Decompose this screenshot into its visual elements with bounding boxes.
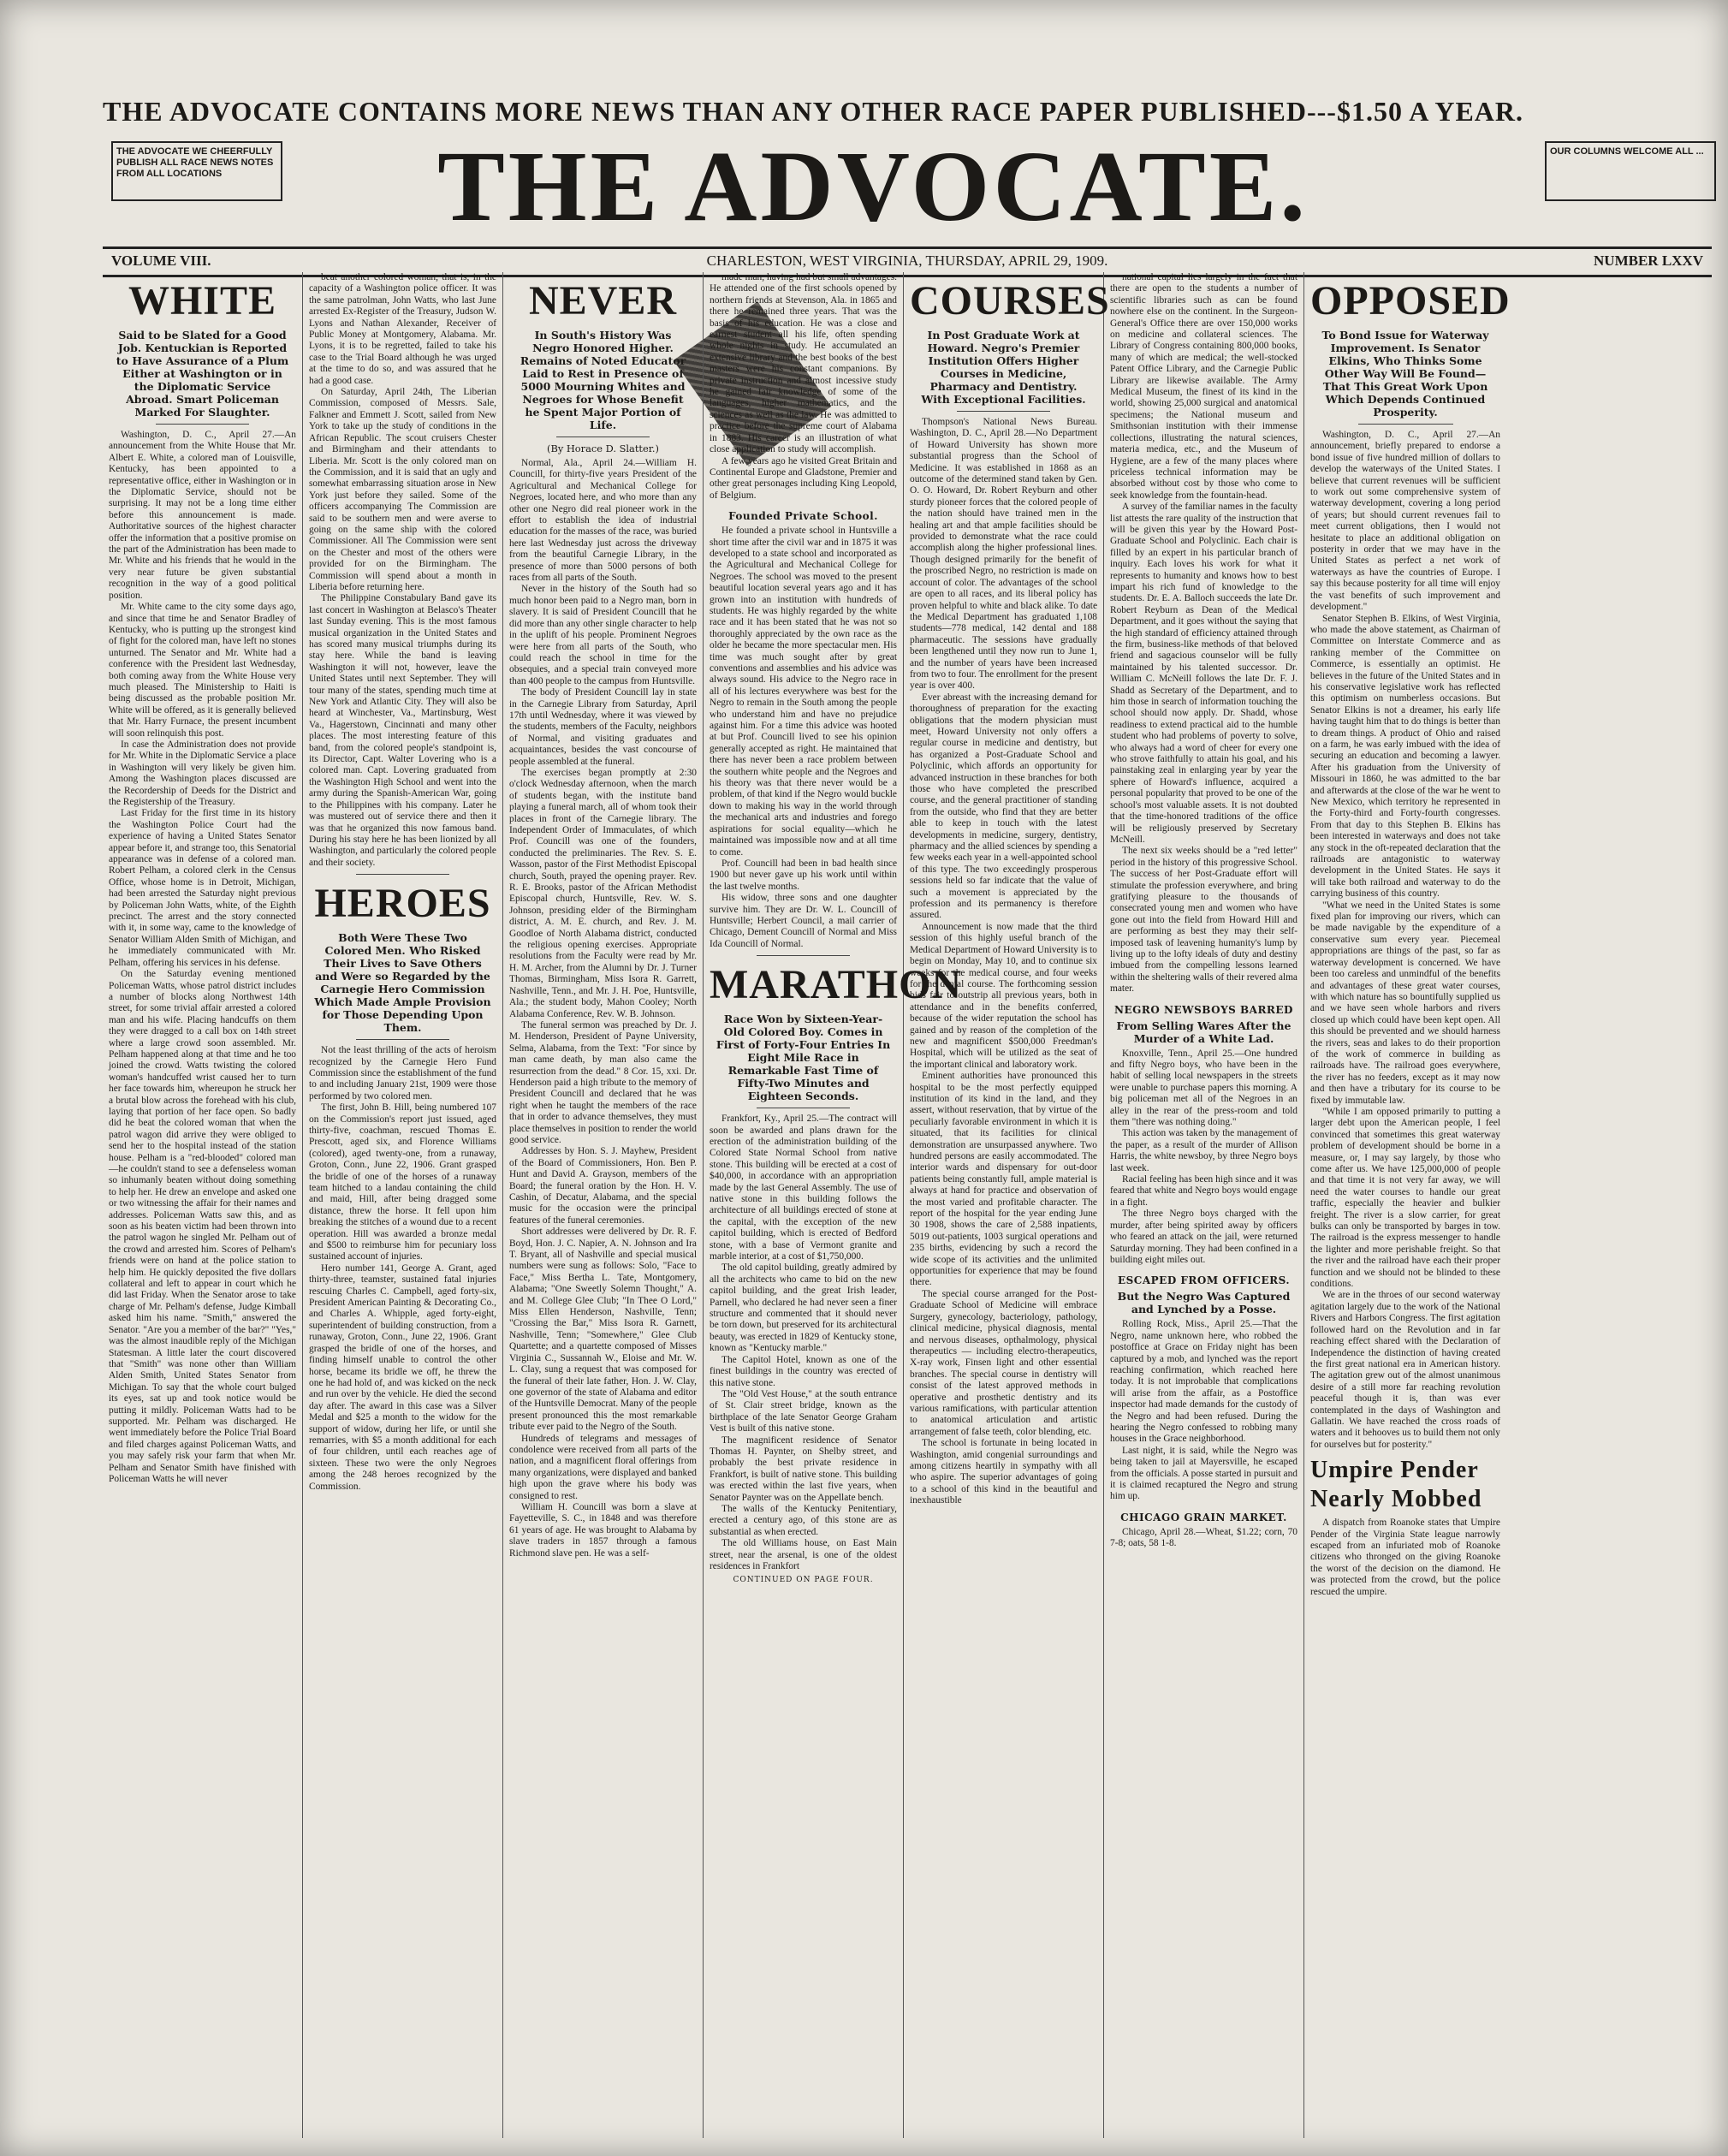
headline-white: WHITE — [128, 278, 277, 324]
paragraph: This action was taken by the management of the paper, as a result of the murder of Allison Harris, the white newsboy, by three Negro boys last week. — [1110, 1128, 1297, 1173]
column-4 — [704, 272, 963, 2138]
divider — [356, 1039, 450, 1040]
section-subhead: Founded Private School. — [728, 510, 878, 523]
byline: (By Horace D. Slatter.) — [547, 442, 659, 454]
subhead: But the Negro Was Captured and Lynched by a Posse. — [1117, 1290, 1291, 1316]
paragraph: "What we need in the United States is some fixed plan for improving our rivers, which can be made navigable by the expenditure of a conservative sum every year. Piecemeal appropriations are things of the past, so far as waterway development is concerned. We have been too careless and unmindful of the benefits and advantages of these great water courses, with which nature has so bountifully supplied us and we have seen whole harbors and rivers closed up which could have been kept open. All this should be prevented and we should harness the rivers, seas and lakes to do their proportion of the work of commerce in building as railroads have. The railroad goes everywhere, the river has no feeders, except as it may now and then have a tributary for its course to be fixed by immutable law. — [1310, 900, 1500, 1106]
paragraph: Hundreds of telegrams and messages of condolence were received from all parts of the nation, and a magnificent floral offerings from many organizations, were displayed and banked high upon the grave where his body was consigned to rest. — [509, 1433, 697, 1501]
divider — [156, 424, 250, 425]
paragraph: A dispatch from Roanoke states that Umpire Pender of the Virginia State league narrowly escaped from an infuriated mob of Roanoke citizens who thronged on the giving Roanoke the worst of the decision on the diamond. He was protected from the crowd, but the police rescued the umpire. — [1310, 1518, 1500, 1597]
column-2 — [303, 272, 503, 2138]
paragraph: Last Friday for the first time in its history the Washington Police Court had the experience of having a United States Senator appear before it, and strange too, this Senatorial appearance was in defense of a colored man. Robert Pelham, a colored clerk in the Census Office, whose home is in Detroit, Michigan, had been arrested the Saturday night previous by Policeman John Watts, white, of the Eighth precinct. The arrest and the story connected with it, in some way, came to the knowledge of Senator William Alden Smith of Michigan, and he immediately communicated with Mr. Pelham, offering his services in his defense. — [109, 808, 296, 968]
paragraph: Chicago, April 28.—Wheat, $1.22; corn, 70 7-8; oats, 58 1-8. — [1110, 1526, 1297, 1549]
paragraph: Washington, D. C., April 27.—An announcement, briefly prepared to endorse a bond issue of five hundred million of dollars to develop the waterways of the United States. I believe that current revenues will be sufficient to work out some comprehensive system of waterway development, covering a long period of years; but should current revenues fail to meet current obligations, then I would not hesitate to place an additional obligation on posterity in order that we may have in the United States as perfect a net work of waterways as have the countries of Europe. I say this because posterity for all time will enjoy the vast benefits of such improvement and development." — [1310, 430, 1500, 613]
section-subhead: NEGRO NEWSBOYS BARRED — [1114, 1003, 1293, 1016]
paragraph: Thompson's National News Bureau. Washington, D. C., April 28.—No Department of Howard University has shown more substantial progress than the School of Medicine. It was established in 1868 as an outcome of the determined stand taken by Gen. O. O. Howard, Dr. Robert Reyburn and other sturdy pioneer forces that the colored people of the nation should have trained men in the healing art and that ample facilities should be provided to demonstrate what the race could accomplish along the higher professional lines. Though designed primarily for the benefit of the proscribed Negro, no restriction is made on account of color. The advantages of the school are open to all races, and its liberal policy has proven helpful to white and black alike. To date the Medical Department has graduated 1,108 students—778 medical, 142 dental and 188 pharmaceutic. The sessions have gradually been lengthened until they now run to June 1, and the number of years have been increased from two to four. The enrollment for the present year is over 400. — [910, 417, 1098, 692]
paragraph: Prof. Councill had been in bad health since 1900 but never gave up his work until within the last twelve months. — [710, 858, 897, 892]
paragraph: Ever abreast with the increasing demand for thoroughness of preparation for the exacting obligations that the modern physician must meet, Howard University not only offers a regular course in medicine and dentistry, but has organized a Post-Graduate School and Polyclinic, which affords an opportunity for advanced instruction in these branches for both those who have completed the prescribed course, and the general practitioner of standing from the outside, who find that they are better able to keep in touch with the latest developments in medicine, surgery, dentistry, pharmacy and the allied sciences by spending a few weeks each year in a well-appointed school of this type. The two exceedingly prosperous sessions held so far indicate that the value of such a movement is appreciated by the profession and its permanency is therefore assured. — [910, 692, 1097, 921]
headline-opposed: OPPOSED — [1310, 278, 1511, 324]
ear-right: OUR COLUMNS WELCOME ALL ... — [1545, 141, 1716, 201]
paragraph: Last night, it is said, while the Negro was being taken to jail at Mayersville, he escaped from the officials. A posse started in pursuit and it is claimed recaptured the Negro and strung him up. — [1110, 1445, 1297, 1502]
article-body — [1110, 1319, 1297, 1503]
paragraph: The special course arranged for the Post-Graduate School of Medicine will embrace Surgery, gynecology, bacteriology, pathology, clinical medicine, physical diagnosis, mental and nervous diseases, opthalmology, physical therapeutics — including electro-therapeutics, X-ray work, Finsen light and other essential branches. The special course in dentistry will consist of the latest approved methods in operative and prosthetic dentistry and its various ramifications, with particular attention to anatomical articulation and artistic arrangement of false teeth, color blending, etc. — [910, 1288, 1097, 1437]
headline-marathon: MARATHON — [710, 962, 963, 1008]
issue-number: NUMBER LXXV — [1594, 252, 1703, 269]
paragraph: In case the Administration does not provide for Mr. White in the Diplomatic Service a place in Washington will very likely be given him. Among the Washington places discussed are the Recordership of Deeds for the District and the Registership of the Treasury. — [109, 739, 296, 807]
article-body — [710, 272, 897, 502]
divider — [757, 955, 851, 956]
paragraph: The three Negro boys charged with the murder, after being spirited away by officers who feared an attack on the jail, were returned Saturday morning. They had been confined in a building eight miles out. — [1110, 1209, 1297, 1265]
paragraph: Addresses by Hon. S. J. Mayhew, President of the Board of Commissioners, Hon. Ben P. Hunt and David A. Grayson, members of the Board; the funeral oration by the Hon. H. V. Cashin, of Decatur, Alabama, and the special music for the occasion were the principal features of the funeral ceremonies. — [509, 1146, 697, 1226]
paragraph: The school is fortunate in being located in Washington, amid congenial surroundings and among citizens heartily in sympathy with all who aspire. The superior advantages of going to a school of this kind in the beautiful and inexhaustible — [910, 1438, 1097, 1506]
section-subhead: CHICAGO GRAIN MARKET. — [1120, 1511, 1287, 1523]
column-5 — [904, 272, 1110, 2138]
paragraph: The "Old Vest House," at the south entrance of St. Clair street bridge, known as the birthplace of the late Senator George Graham Vest is built of this native stone. — [710, 1388, 897, 1434]
subhead: Race Won by Sixteen-Year-Old Colored Boy. Comes in First of Forty-Four Entries In Eight Mile Race in Remarkable Fast Time of Fifty-Two Minutes and Eighteen Seconds. — [716, 1013, 891, 1103]
article-body — [1110, 1527, 1297, 1550]
volume: VOLUME VIII. — [111, 252, 211, 269]
article-body — [710, 1114, 897, 1572]
paragraph: William H. Councill was born a slave at Fayetteville, S. C., in 1848 and was therefore 61 years of age. He was brought to Alabama by slave traders in 1857 through a famous Richmond slave pen. He was a self- — [509, 1501, 697, 1559]
article-body — [1110, 272, 1297, 995]
paragraph: We are in the throes of our second waterway agitation largely due to the work of the National Rivers and Harbors Congress. The first agitation followed hard on the Revolution and in far reaching effect shared with the Declaration of Independence the distinction of having created the first great national era in American history. The agitation grew out of the almost unanimous desire of a still more far reaching revolution peaceful though it is, than was ever contemplated in the days of Washington and Gallatin. We have reached the cross roads of waters and it behooves us to build them not only for ourselves but for posterity." — [1310, 1290, 1500, 1450]
paragraph: Announcement is now made that the third session of this highly useful branch of the Medical Department of Howard University is to begin on Monday, May 10, and to continue six weeks for the medical course, and four weeks for the dental course. The forthcoming session bids fair to outstrip all previous years, both in attendance and in the benefits conferred, because of the wider reputation the school has gained and by reason of the completion of the new and magnificent $500,000 Freedman's Hospital, which will be utilized as the seat of the important clinical and laboratory work. — [910, 921, 1097, 1070]
paragraph: The first, John B. Hill, being numbered 107 on the Commission's report just issued, aged thirty-five, coachman, rescued Thomas E. Prescott, aged six, and Florence Williams (colored), aged twenty-one, from a runaway, Groton, Conn., June 22, 1906. Grant grasped the bridle of one of the horses of a runaway team hitched to a landau containing the child and maid, Hill, after being dragged some distance, threw the horse. It fell upon him breaking the stitches of a wound due to a recent operation. Hill was awarded a bronze medal and $500 to reimburse him for pecuniary loss sustained account of injuries. — [309, 1102, 496, 1262]
paragraph: The exercises began promptly at 2:30 o'clock Wednesday afternoon, when the march of students began, with the institute band playing a funeral march, all of whom took their places in front of the Carnegie library. The Independent Order of Immaculates, of which Prof. Councill was one of the founders, conducted the preliminaries. The Rev. S. E. Wasson, pastor of the First Methodist Episcopal church, South, prayed the opening prayer. Rev. R. E. Brooks, pastor of the African Methodist Episcopal church, Huntsville, Rev. W. S. Johnson, presiding elder of the Birmingham district, A. M. E. church, and Rev. J. M. Goodloe of North Alabama district, conducted the religious opening exercises. Appropriate resolutions from the Faculty were read by Mr. H. M. Archer, from the Alumni by Dr. J. Turner Thomas, Birmingham, Miss Isora R. Garrett, Nashville, Tenn., and Mr. J. H. Poe, Huntsville, Ala.; the student body, Mahon Cooley; North Alabama Conference, Rev. W. B. Johnson. — [509, 767, 697, 1019]
paragraph: The walls of the Kentucky Penitentiary, erected a century ago, of this stone are as substantial as when erected. — [710, 1503, 897, 1537]
paragraph: Never in the history of the South had so much honor been paid to a Negro man, born in slavery. It is said of President Councill that he did more than any other single character to help in the uplift of his people. Prominent Negroes were here from all parts of the South, who could reach the school in time for the obsequies, and a special train conveyed more than 400 people to the campus from Huntsville. — [509, 584, 697, 686]
paragraph: beat another colored woman, that is, in the capacity of a Washington police officer. It was the same patrolman, John Watts, who last June arrested Ex-Register of the Treasury, Judson W. Lyons and Nathan Alexander, Receiver of Public Money at Montgomery, Alabama. Mr. Lyons, it is to be regretted, failed to take his case to the Trial Board although he was urged at the time to do so, and was assured that he had a good case. — [309, 272, 496, 386]
paragraph: The Philippine Constabulary Band gave its last concert in Washington at Belasco's Theater last Sunday evening. This is the most famous musical organization in the United States and has scored many musical triumphs during its stay here. While the band is leaving Washington it will not, however, leave the United States until next September. They will tour many of the states, spending much time at New York and Atlantic City. They will also be heard at Winchester, Va., Martinsburg, West Va., Hagerstown, Cincinnati and many other places. The most interesting feature of this band, from the colored people's standpoint is, its Director, Capt. Walter Lovering who is a colored man. Capt. Lovering graduated from the Washington High School and went into the army during the Spanish-American War, going to the Philippines with his company. Later he was mustered out of service there and then it was that he organized this now famous band. During his stay here he has been lionized by all Washington, and particularly the colored people and their society. — [309, 593, 496, 868]
paragraph: Eminent authorities have pronounced this hospital to be the most perfectly equipped institution of its kind in the land, and they assert, without reservation, that by virtue of the peculiarly favorable environment in which it is situated, that its facilities for clinical demonstration are unsurpassed anywhere. Two hundred persons are easily accommodated. The interior wards and dispensary for out-door patients being constantly full, ample material is always at hand for practice and observation of the most varied and profitable character. The report of the hospital for the year ending June 30 1908, shows the care of 2,588 inpatients, 5019 out-patients, 1003 surgical operations and 235 births, evidencing by such a record the wide scope of its activities and the unlimited opportunities for experience that may be found there. — [910, 1071, 1097, 1288]
divider — [1358, 424, 1453, 425]
paragraph: His widow, three sons and one daughter survive him. They are Dr. W. L. Councill of Huntsville; Herbert Council, a mail carrier of Chicago, Dement Councill of Normal and Miss Ida Councill of Normal. — [710, 893, 897, 949]
paragraph: Short addresses were delivered by Dr. R. F. Boyd, Hon. J. C. Napier, A. N. Johnson and Ira T. Bryant, all of Nashville and special musical numbers were sung as follows: Solo, "Face to Face," Miss Bertha L. Tate, Montgomery, Alabama; "One Sweetly Solemn Thought," A. and M. College Glee Club; "In Thee O Lord," Miss Ellen Henderson, Nashville, Tenn; "Crossing the Bar," Miss Isora R. Garnett, Nashville, Tenn; "Somewhere," Glee Club Quartette; and a quartette composed of Misses Virginia C., Sussannah W., Eloise and Mr. W. L. Clay, sung a request that was composed for the funeral of their late father, Hon. J. W. Clay, one governor of the state of Alabama and editor of the Huntsville Democrat. Many of the people present pronounced this the most remarkable tribute ever paid to the Negro of the South. — [509, 1226, 697, 1433]
paragraph: Not the least thrilling of the acts of heroism recognized by the Carnegie Hero Fund Commission since the establishment of the fund to and including January 21st, 1909 were those performed by two colored men. — [309, 1045, 496, 1102]
section-subhead: ESCAPED FROM OFFICERS. — [1117, 1274, 1291, 1287]
paragraph: Mr. White came to the city some days ago, and since that time he and Senator Bradley of Kentucky, who is putting up the strongest kind of fight for the colored man, have left no stones unturned. The Senator and Mr. White had a conference with the President last Wednesday, both coming away from the White House very much pleased. The Ministership to Haiti is being discussed as the probable position Mr. White will be offered, as it is generally believed that Mr. Harry Furnace, the present incumbent will soon relinquish this post. — [109, 602, 296, 739]
article-body — [1310, 1518, 1500, 1598]
continued-notice: CONTINUED ON PAGE FOUR. — [733, 1576, 874, 1585]
subhead: Said to be Slated for a Good Job. Kentuckian is Reported to Have Assurance of a Plum Either at Washington or in the Diplomatic Service Abroad. Smart Policeman Marked For Slaughter. — [116, 329, 289, 419]
divider — [957, 411, 1051, 412]
article-body — [109, 430, 296, 1485]
paragraph: Washington, D. C., April 27.—An announcement from the White House that Mr. Albert E. White, a colored man of Louisville, Kentucky, has been appointed to a representative office, either in Washington or in the Diplomatic Service, should not be surprising. It may not be a long time either before this announcement is made. Authoritative sources of the highest character offer the information that a positive promise on the part of the Administration has been made to Mr. White and his friends that he would in the very near future be given substantial recognition in the way of a good political position. — [109, 430, 296, 601]
paragraph: The body of President Councill lay in state in the Carnegie Library from Saturday, April 17th until Wednesday, where it was viewed by the students, members of the Faculty, neighbors of Normal, and visiting graduates and acquaintances, besides the vast concourse of people assembled at the funeral. — [509, 687, 697, 767]
paragraph: The old Williams house, on East Main street, near the arsenal, is one of the oldest residences in Frankfort — [710, 1538, 897, 1571]
article-body — [309, 272, 496, 869]
paragraph: The Capitol Hotel, known as one of the finest buildings in the country was erected of this native stone. — [710, 1354, 897, 1388]
paragraph: He founded a private school in Huntsville a short time after the civil war and in 1875 it was developed to a state school and incorporated as the Agricultural and Mechanical College for Negroes. The school was moved to the present beautiful location several years ago and it has grown into an institution with hundreds of students. He was highly regarded by the white race and it has been stated that he was not so thoroughly appreciated by the own race as the older he became the more spectacular men. His time was much sought after by great conventions and assemblies and his advice was always sound. His advice to the Negro race in all of his lectures everywhere was best for the Negro to remain in the South among the people who understand him and have no prejudice against him. For a time this advice was hooted at but Prof. Councill lived to see his opinion generally accepted as right. He maintained that there has never been a race problem between the southern white people and the Negroes and his theory was that there never would be a problem, of that kind if the Negro would buckle down to making his way in the world through the mechanical arts and industries and forego aspirations for social equality—which he maintained was impossible now and at all time to come. — [710, 526, 897, 858]
article-body — [710, 526, 897, 950]
paragraph: "While I am opposed primarily to putting a larger debt upon the American people, I feel convinced that sometimes this great waterway problem of development should be borne in a measure, or, I may say largely, by those who come after us. We have 125,000,000 of people and that time it is not very far away, we will need the water courses to handle our great traffic, especially the heavier and bulkier freight. The river is a slow carrier, for great bulks can only be transported by barges in tow. The railroad is the express messenger to handle the lighter and more perishable freight. So that the river and the railroad have each their proper function and we should not be blinded to these conditions. — [1310, 1106, 1500, 1290]
paragraph: A survey of the familiar names in the faculty list attests the rare quality of the instruction that will be given this year by the Howard Post-Graduate School and Polyclinic. Each chair is filled by an expert in his particular branch of inquiry. Each loves his work for what it represents to humanity and knows how to best impart his rich fund of knowledge to the students. Dr. E. A. Balloch succeeds the late Dr. Robert Reyburn as Dean of the Medical Department, and it goes without the saying that the high standard of efficiency attained through the firm, business-like methods of that beloved friend and sagacious counselor will be fully maintained by his talented successor. Dr. William C. McNeill follows the late Dr. F. J. Shadd as Secretary of the Department, and to him those in search of information touching the school should now apply. Dr. Shadd, whose readiness to extend practical aid to the humble student who had problems of poverty to solve, who always had a word of cheer for every one who strove faithfully to attain his goal, and his painstaking zeal in enlarging year by year the sphere of Howard's influence, acquired a personal popularity that proved to be one of the school's most valuable assets. It is not doubted that the time-honored traditions of the office will be religiously preserved by Secretary McNeill. — [1110, 502, 1297, 845]
column-6 — [1104, 272, 1304, 2138]
paragraph: A few years ago he visited Great Britain and Continental Europe and Gladstone, Premier and other great personages including King Leopold, of Belgium. — [710, 455, 897, 501]
paragraph: Senator Stephen B. Elkins, of West Virginia, who made the above statement, as Chairman of Committee on Interstate Commerce and as ranking member of the Committee on Commerce, is essentially an optimist. He believes in the future of the United States and in his conservative legislative work has reflected this optimism on numberless occasions. But Senator Elkins is not a dreamer, his early life having taught him that to do things is better than to dream things. A product of Ohio and raised on a farm, he was early imbued with the idea of securing an education and becoming a lawyer. After his graduation from the University of Missouri in 1860, he was admitted to the bar and afterwards at the close of the war he went to New Mexico, which territory he represented in the Forty-third and Forty-fourth congresses. From that day to this Stephen B. Elkins has been interested in waterways and does not take any stock in the oft-repeated declaration that the railroads are antagonistic to waterway development in the United States. He says it will take both railroad and waterway to do the carrying business of this country. — [1310, 613, 1500, 900]
paragraph: Racial feeling has been high since and it was feared that white and Negro boys would engage in a fight. — [1110, 1174, 1297, 1208]
subhead: From Selling Wares After the Murder of a White Lad. — [1116, 1019, 1292, 1045]
article-body — [1310, 430, 1500, 1451]
paragraph: Knoxville, Tenn., April 25.—One hundred and fifty Negro boys, who have been in the habit of selling local newspapers in the streets were unable to purchase papers this morning. A big policeman met all of the Negroes in an alley in the rear of the press-room and told them "there was nothing doing." — [1110, 1048, 1297, 1128]
article-body — [309, 1045, 496, 1493]
ear-left: THE ADVOCATE WE CHEERFULLY PUBLISH ALL RACE NEWS NOTES FROM ALL LOCATIONS — [111, 141, 282, 201]
headline-heroes: HEROES — [314, 881, 491, 927]
headline-courses: COURSES — [910, 278, 1110, 324]
paragraph: made man, having had but small advantages. He attended one of the first schools opened by northern friends at Stevenson, Ala. in 1865 and there he remained three years. That was the basis of his education. He was a close and earnest student all his life, often spending whole nights in study. He accumulated an extensive library and the best books of the best masters were his constant companions. By private instruction and almost incessive study he gained fair knowledge of some of the languages, higher mathematics, and the sciences as well as the law. He was admitted to practice before the supreme court of Alabama in 1883. His career is an illustration of what close application to study will accomplish. — [710, 272, 897, 455]
paragraph: national capital lies largely in the fact that there are open to the students a number of scientific libraries such as can be found nowhere else on the continent. In the Surgeon-General's Office there are over 150,000 works on medicine and collateral sciences. The Library of Congress containing 800,000 books, many of which are medical; the well-stocked Patent Office Library, and the Carnegie Public Library are likewise available. The Army Medical Museum, the finest of its kind in the world, showing 25,000 surgical and anatomical specimens; the National museum and Smithsonian institution with their immense collections, illustrating the natural sciences, materia medica, etc., and the Museum of Hygiene, are a few of the many places where priceless technical information may be absorbed without cost by those who come to seek knowledge from the fountain-head. — [1110, 272, 1297, 501]
paragraph: Frankfort, Ky., April 25.—The contract will soon be awarded and plans drawn for the erection of the administration building of the Colored State Normal School from native stone. This building will be erected at a cost of $40,000, in accordance with an appropriation made by the last General Assembly. The use of native stone in this building follows the architecture of all buildings erected of stone at the capital, with the exception of the new capitol building, which is erected of Bedford stone, with a base of Vermont granite and marble interior, at a cost of $1,750,000. — [710, 1114, 897, 1262]
subhead: In Post Graduate Work at Howard. Negro's Premier Institution Offers Higher Courses in Medicine, Pharmacy and Dentistry. With Exceptional Facilities. — [921, 329, 1086, 406]
column-1 — [103, 272, 303, 2138]
paragraph: The old capitol building, greatly admired by all the architects who came to bid on the new capitol building, and the great Irish leader, Parnell, who declared he had never seen a finer structure and commented that it should never be torn down, but preserved for its architectural beauty, was erected in 1829 of Kentucky stone, known as "Kentucky marble." — [710, 1262, 897, 1354]
paragraph: Rolling Rock, Miss., April 25.—That the Negro, name unknown here, who robbed the postoffice at Grace on Friday night has been captured by a mob, and lynched was the report reaching confirmation, which reached here today. It is not improbable that complications will arise from the affair, as a Postoffice inspector had made demands for the custody of the Negro and had been refused. During the hearing the Negro confessed to robbing many houses in the Grace neighborhood. — [1110, 1319, 1297, 1445]
masthead: THE ADVOCATE. — [437, 130, 1309, 242]
subhead: To Bond Issue for Waterway Improvement. Is Senator Elkins, Who Thinks Some Other Way Will Be Found—That This Great Work Upon Which Depends Continued Prosperity. — [1321, 329, 1489, 419]
paragraph: On Saturday, April 24th, The Liberian Commission, composed of Messrs. Sale, Falkner and Emmett J. Scott, sailed from New York to take up the study of conditions in the African Republic. The scout cruisers Chester and Birmingham and their attendants to Liberia. Mr. Scott is the only colored man on the Commission, and it is said that an ugly and somewhat embarrassing situation arose in New York just before they sailed. Some of the officers accompanying The Commission are said to be southern men and were averse to going on the same ship with the colored Commissioner. All The Commission were sent on the Chester and most of the others were provided for on the Birmingham. The Commission will spend about a month in Liberia before returning here. — [309, 387, 496, 592]
banner-tagline: THE ADVOCATE CONTAINS MORE NEWS THAN ANY OTHER RACE PAPER PUBLISHED---$1.50 A YEAR. — [103, 96, 1524, 127]
subhead: In South's History Was Negro Honored Higher. Remains of Noted Educator Laid to Rest in Presence of 5000 Mourning Whites and Negroes for Whose Benefit he Spent Major Portion of Life. — [520, 329, 686, 431]
paragraph: The magnificent residence of Senator Thomas H. Paynter, on Shelby street, and probably the best private residence in Frankfort, is built of native stone. This building was erected within the last five years, when Senator Paynter was on the Appellate bench. — [710, 1434, 897, 1503]
columns — [103, 272, 1712, 2138]
article-body — [910, 417, 1097, 1507]
column-7 — [1304, 272, 1511, 2138]
subhead: Both Were These Two Colored Men. Who Risked Their Lives to Save Others and Were so Regarded by the Carnegie Hero Commission Which Made Ample Provision for Those Depending Upon Them. — [314, 931, 491, 1035]
headline-umpire: Umpire Pender Nearly Mobbed — [1310, 1457, 1482, 1513]
article-body — [509, 458, 697, 1559]
dateline: CHARLESTON, WEST VIRGINIA, THURSDAY, APRIL 29, 1909. — [706, 252, 1108, 269]
paragraph: The next six weeks should be a "red letter" period in the history of this progressive School. The success of her Post-Graduate effort will stimulate the profession everywhere, and bring gratifying pleasure to the thousands of consecrated young men and women who have gone out into the field from Howard Hill and are performing as best they may their self-imposed task of leavening humanity's lump by living up to the lofty ideals of duty and destiny imbued from the compelling lessons learned within the sheltering walls of their revered alma mater. — [1110, 846, 1297, 995]
divider — [356, 874, 450, 875]
paragraph: On the Saturday evening mentioned Policeman Watts, whose patrol district includes a number of blocks along Northwest 14th street, for some trivial affair arrested a colored man and his wife. Placing handcuffs on them they were dragged to a call box on 14th street where a large crowd soon assembled. Mr. Pelham happened along at that time and he too joined the crowd. Watts twisting the colored woman's handcuffed wrist caused her to turn her face towards him, whereupon he struck her a brutal blow across the forehead with his club, laying that portion of her face open. So badly did he beat the colored woman that when the patrol wagon did arrive they were obliged to send her to the hospital instead of the station house. Pelham is a "red-blooded" colored man—he couldn't stand to see a defenseless woman so inhumanly beaten without doing something to help her. He drew an envelope and asked one or two witnessing the affair for their names and addresses. Policeman Watts saw this, and as soon as his beaten victim had been thrown into the patrol wagon he singled Mr. Pelham out of the crowd and arrested him. Scores of Pelham's friends were on hand at the police station to help him. He quickly deposited the five dollars collateral and left to appear in court which he did last Friday. When the Senator arose to take charge of Mr. Pelham's defense, Judge Kimball asked him his name. "Smith," answered the Senator. "Are you a member of the bar?" "Yes," was the almost inaudible reply of the Michigan Statesman. A little later the court discovered that "Smith" was none other than William Alden Smith, United States Senator from Michigan. To say that the whole court bulged its eyes, sat up and took notice would be putting it mildly. Policeman Watts had to be supported. Mr. Pelham was discharged. He went immediately before the Police Trial Board and filed charges against Policeman Watts, and you may safely risk your farm that when Mr. Pelham and Senator Smith have finished with Policeman Watts he will never — [109, 969, 296, 1484]
article-body — [1110, 1048, 1297, 1267]
paragraph: The funeral sermon was preached by Dr. J. M. Henderson, President of Payne University, Selma, Alabama, from the Text: "For since by man came death, by man also came the resurrection from the dead." 8 Cor. 15, xxi. Dr. Henderson paid a high tribute to the memory of President Councill and declared that he was right when he taught the members of the race that in order to advance themselves, they must place themselves in position to render the world good service. — [509, 1019, 697, 1145]
headline-never: NEVER — [528, 278, 678, 324]
paragraph: Normal, Ala., April 24.—William H. Councill, for thirty-five years President of the Agricultural and Mechanical College for Negroes, located here, and who more than any other one Negro did real pioneer work in the effort to establish the idea of industrial education for the masses of the race, was buried here last Wednesday just across the driveway from the beautiful Carnegie Library, in the presence of more than 5000 persons of both races from all parts of the South. — [509, 458, 697, 584]
column-3 — [503, 272, 704, 2138]
paragraph: Hero number 141, George A. Grant, aged thirty-three, teamster, sustained fatal injuries rescuing Charles C. Campbell, aged forty-six, President American Painting & Decorating Co., and Charles A. Whipple, aged forty-eight, superintendent of building construction, from a runaway, Groton, Conn., June 22, 1906. Grant grasped the bridle of one of the horses, and finding himself unable to control the other horse, became its bridle we off, he threw the one he had hold of, and was kicked on the neck and run over by the vehicle. He died the second day after. The award in this case was a Silver Medal and $25 a month to the widow for the support of widow, during her life, or until she remarries, with $5 a month additional for each of four children, until each reaches age of sixteen. These two were the only Negroes among the 248 heroes recognized by the Commission. — [309, 1262, 496, 1492]
